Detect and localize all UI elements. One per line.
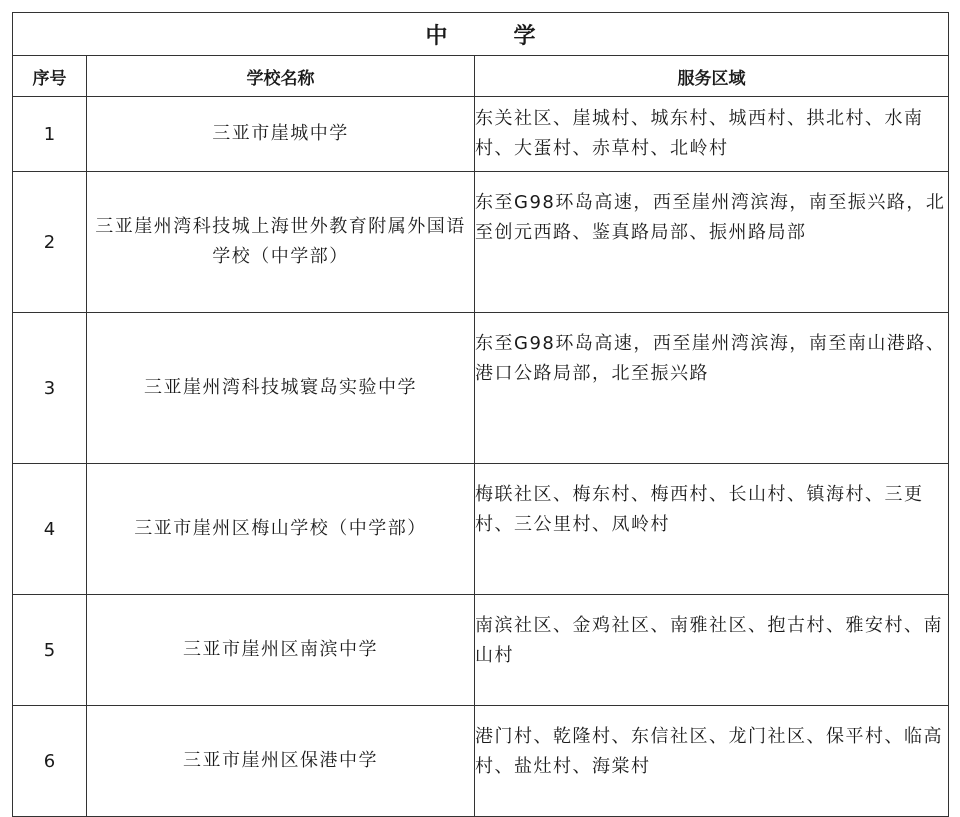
school-name: 三亚崖州湾科技城上海世外教育附属外国语学校（中学部） <box>87 172 475 313</box>
school-name: 三亚市崖城中学 <box>87 97 475 172</box>
row-number: 4 <box>13 464 87 595</box>
school-name: 三亚市崖州区保港中学 <box>87 706 475 817</box>
service-area: 东至G98环岛高速，西至崖州湾滨海，南至南山港路、港口公路局部，北至振兴路 <box>475 313 949 464</box>
school-name: 三亚市崖州区梅山学校（中学部） <box>87 464 475 595</box>
header-service-area: 服务区域 <box>475 56 949 97</box>
row-number: 3 <box>13 313 87 464</box>
header-school-name: 学校名称 <box>87 56 475 97</box>
header-no: 序号 <box>13 56 87 97</box>
row-number: 1 <box>13 97 87 172</box>
row-number: 2 <box>13 172 87 313</box>
table-title-row <box>13 13 949 56</box>
table-row <box>13 313 949 464</box>
table-title: 中 学 <box>13 13 949 56</box>
service-area: 东关社区、崖城村、城东村、城西村、拱北村、水南村、大蛋村、赤草村、北岭村 <box>475 97 949 172</box>
service-area: 东至G98环岛高速，西至崖州湾滨海，南至振兴路，北至创元西路、鉴真路局部、振州路局部 <box>475 172 949 313</box>
service-area: 梅联社区、梅东村、梅西村、长山村、镇海村、三更村、三公里村、凤岭村 <box>475 464 949 595</box>
table-row <box>13 464 949 595</box>
table-header-row <box>13 56 949 97</box>
service-area: 港门村、乾隆村、东信社区、龙门社区、保平村、临高村、盐灶村、海棠村 <box>475 706 949 817</box>
table-row <box>13 97 949 172</box>
row-number: 6 <box>13 706 87 817</box>
table-row <box>13 595 949 706</box>
row-number: 5 <box>13 595 87 706</box>
service-area: 南滨社区、金鸡社区、南雅社区、抱古村、雅安村、南山村 <box>475 595 949 706</box>
table-row <box>13 172 949 313</box>
table-row <box>13 706 949 817</box>
school-service-area-table <box>12 12 949 817</box>
school-name: 三亚崖州湾科技城寰岛实验中学 <box>87 313 475 464</box>
school-name: 三亚市崖州区南滨中学 <box>87 595 475 706</box>
